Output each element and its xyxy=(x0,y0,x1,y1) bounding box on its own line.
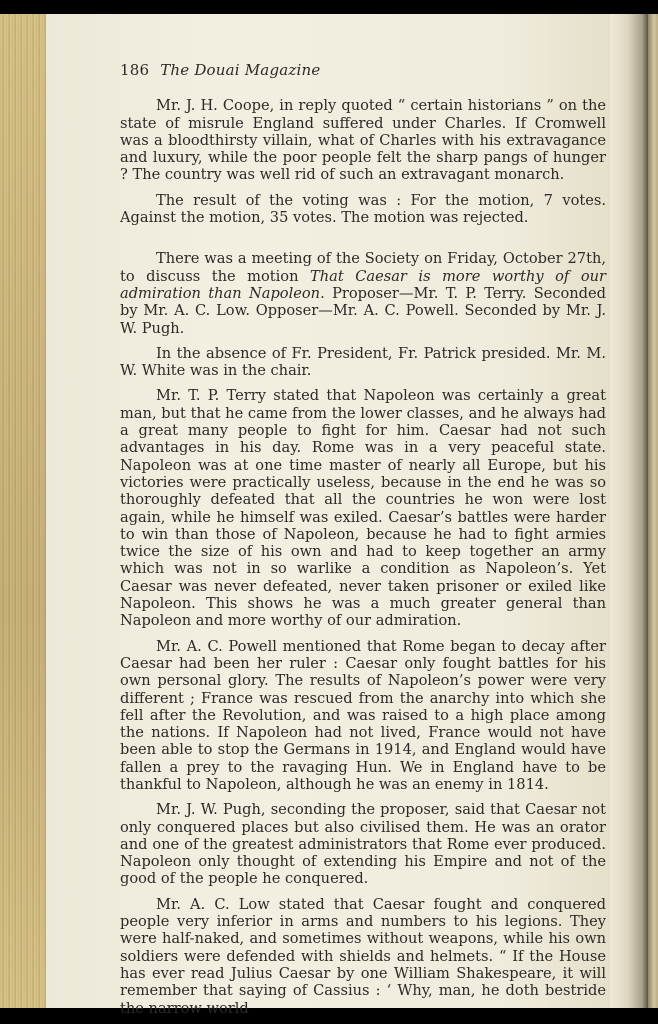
section-break xyxy=(120,234,606,250)
paragraph-chair: In the absence of Fr. President, Fr. Patrick presided. Mr. M. W. White was in the chair. xyxy=(120,344,606,380)
running-header xyxy=(120,62,606,79)
paragraph-terry: Mr. T. P. Terry stated that Napoleon was certainly a great man, but that he came from the lower classes, and he always had a great many people to fight for him. Caesar had not such advantages in his day. Rome was in a very peaceful state. Napoleon was at one time master of nearly all Europe, but his victories were practically useless, because in the end he was so thoroughly defeated that all the countries he won were lost again, while he himself was exiled. Caesar’s battles were harder to win than those of Napoleon, because he had to fight armies twice the size of his own and had to keep together an army which was not in so warlike a condition as Napoleon’s. Yet Caesar was never defeated, never taken prisoner or exiled like Napoleon. This shows he was a much greater general than Napoleon and more worthy of our admiration. xyxy=(120,387,606,630)
paragraph-vote-result: The result of the voting was : For the motion, 7 votes. Against the motion, 35 votes. The motion was rejected. xyxy=(120,191,606,227)
page-number: 186 xyxy=(120,61,150,79)
paragraph-meeting-intro xyxy=(120,250,606,336)
facing-page-edge xyxy=(648,14,658,1008)
page-text-block xyxy=(120,62,606,1024)
book-gutter xyxy=(610,14,650,1008)
page-edges xyxy=(0,14,48,1008)
paragraph-coope: Mr. J. H. Coope, in reply quoted “ certain historians ” on the state of misrule England suffered under Charles. If Cromwell was a bloodthirsty villain, what of Charles with his extravagance and luxury, while the poor people felt the sharp pangs of hunger ? The country was well rid of such an extravagant monarch. xyxy=(120,97,606,184)
motion-title: That Caesar is more worthy of our admiration than Napoleon. xyxy=(120,267,606,302)
running-title: The Douai Magazine xyxy=(160,61,321,79)
meeting-participants: Proposer—Mr. T. P. Terry. Seconded by Mr. A. C. Low. Opposer—Mr. A. C. Powell. Seconded by Mr. J. W. Pugh. xyxy=(120,284,607,337)
paragraph-powell: Mr. A. C. Powell mentioned that Rome began to decay after Caesar had been her ruler : Caesar only fought battles for his own personal glory. The results of Napoleon’s power were very different ; France was rescued from the anarchy into which she fell after the Revolution, and was raised to a high place among the nations. If Napoleon had not lived, France would not have been able to stop the Germans in 1914, and England would have fallen a prey to the ravaging Hun. We in England have to be thankful to Napoleon, although he was an enemy in 1814. xyxy=(120,637,606,793)
paragraph-pugh: Mr. J. W. Pugh, seconding the proposer, said that Caesar not only conquered places but also civilised them. He was an orator and one of the greatest administrators that Rome ever produced. Napoleon only thought of extending his Empire and not of the good of the people he conquered. xyxy=(120,801,606,888)
paragraph-low: Mr. A. C. Low stated that Caesar fought and conquered people very inferior in arms and numbers to his legions. They were half-naked, and sometimes without weapons, while his own soldiers were defended with shields and helmets. “ If the House has ever read Julius Caesar by one William Shakespeare, it will remember that saying of Cassius : ‘ Why, man, he doth bestride the narrow world xyxy=(120,895,606,1017)
meeting-intro-text: There was a meeting of the Society on Friday, October 27th, to discuss the motion xyxy=(120,250,606,285)
